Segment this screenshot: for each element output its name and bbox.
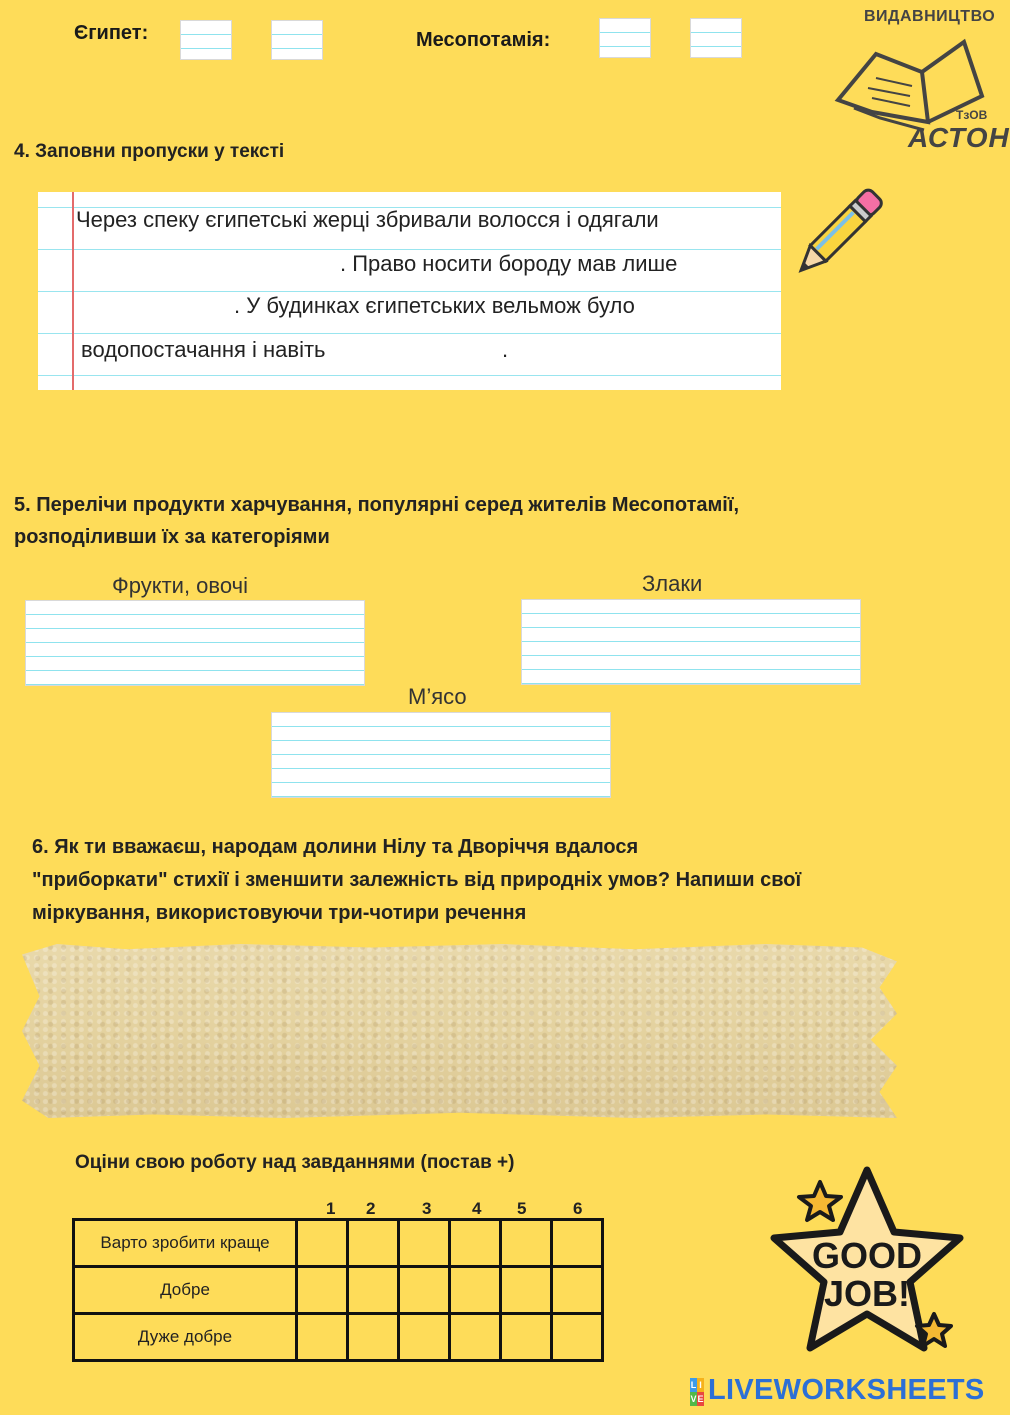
rating-row-label: Дуже добре	[74, 1314, 297, 1361]
task4-line4-end: .	[502, 337, 509, 362]
publisher-logo	[830, 4, 1010, 159]
rating-cell[interactable]	[552, 1267, 603, 1314]
rating-cell[interactable]	[297, 1267, 348, 1314]
task5-title-line1: 5. Перелічи продукти харчування, популярні серед жителів Месопотамії,	[14, 494, 740, 516]
rating-cell[interactable]	[348, 1267, 399, 1314]
logo-publisher-word: ВИДАВНИЦТВО	[864, 8, 996, 25]
egypt-drop-box-1[interactable]	[180, 20, 232, 60]
task4-line4-start: водопостачання і навіть	[81, 337, 326, 362]
category-fruits-label: Фрукти, овочі	[112, 573, 248, 598]
liveworksheets-brand[interactable]: LIVEWORKSHEETS	[708, 1374, 985, 1406]
table-row	[74, 1220, 603, 1267]
rating-cell[interactable]	[450, 1314, 501, 1361]
mini-letter-l: L	[690, 1380, 697, 1390]
task4-title: 4. Заповни пропуски у тексті	[14, 141, 285, 162]
task6-answer-area[interactable]	[22, 944, 897, 1118]
rating-cell[interactable]	[399, 1314, 450, 1361]
logo-company-type: ТзОВ	[956, 108, 988, 122]
egypt-drop-box-2[interactable]	[271, 20, 323, 60]
rating-cell[interactable]	[501, 1314, 552, 1361]
rating-cell[interactable]	[399, 1220, 450, 1267]
rating-number-5: 5	[517, 1199, 527, 1218]
rating-cell[interactable]	[552, 1314, 603, 1361]
task6-line2: "приборкати" стихії і зменшити залежність від природніх умов? Напиши свої	[32, 869, 802, 891]
mini-letter-i: I	[697, 1378, 704, 1392]
notebook-margin-line	[72, 192, 74, 390]
mesopotamia-drop-box-2[interactable]	[690, 18, 742, 58]
rating-number-2: 2	[366, 1199, 376, 1218]
egypt-label: Єгипет:	[74, 22, 149, 44]
task4-line1: Через спеку єгипетські жерці збривали волосся і одягали	[76, 207, 659, 232]
task4-line3: . У будинках єгипетських вельмож було	[234, 293, 635, 318]
pencil-icon	[780, 180, 890, 290]
badge-good-text: GOOD	[811, 1235, 923, 1276]
rating-number-1: 1	[326, 1199, 336, 1218]
liveworksheets-mini-logo	[690, 1378, 704, 1406]
logo-brand: АСТОН	[908, 122, 1010, 153]
mesopotamia-label: Месопотамія:	[416, 29, 551, 51]
badge-job-text: JOB!	[823, 1273, 911, 1314]
rating-cell[interactable]	[450, 1220, 501, 1267]
mini-letter-e: E	[697, 1394, 704, 1404]
task5-title-line2: розподіливши їх за категоріями	[14, 526, 330, 548]
task4-blank-1[interactable]	[80, 238, 335, 262]
rating-row-label: Варто зробити краще	[74, 1220, 297, 1267]
rating-cell[interactable]	[501, 1220, 552, 1267]
rating-number-3: 3	[422, 1199, 432, 1218]
rating-title: Оціни свою роботу над завданнями (постав +)	[75, 1152, 515, 1173]
task4-line2: . Право носити бороду мав лише	[340, 251, 678, 276]
rating-row-label: Добре	[74, 1267, 297, 1314]
grains-answer-box[interactable]	[521, 599, 861, 685]
rating-cell[interactable]	[552, 1220, 603, 1267]
mesopotamia-drop-box-1[interactable]	[599, 18, 651, 58]
good-job-star-badge	[752, 1158, 982, 1358]
category-meat-label: М’ясо	[408, 684, 467, 709]
rating-cell[interactable]	[501, 1267, 552, 1314]
category-grains-label: Злаки	[642, 571, 703, 596]
fruits-answer-box[interactable]	[25, 600, 365, 686]
rating-cell[interactable]	[348, 1220, 399, 1267]
rating-cell[interactable]	[399, 1267, 450, 1314]
mini-letter-v: V	[690, 1394, 697, 1404]
table-row	[74, 1267, 603, 1314]
rating-cell[interactable]	[348, 1314, 399, 1361]
table-row	[74, 1314, 603, 1361]
task4-blank-3[interactable]	[366, 326, 498, 350]
rating-table	[72, 1218, 604, 1362]
meat-answer-box[interactable]	[271, 712, 611, 798]
rating-number-4: 4	[472, 1199, 482, 1218]
rating-number-6: 6	[573, 1199, 583, 1218]
task6-line1: 6. Як ти вважаєш, народам долини Нілу та Дворіччя вдалося	[32, 836, 639, 858]
rating-cell[interactable]	[297, 1314, 348, 1361]
rating-cell[interactable]	[297, 1220, 348, 1267]
task4-blank-2[interactable]	[80, 282, 230, 306]
rating-cell[interactable]	[450, 1267, 501, 1314]
small-star-icon	[799, 1182, 841, 1220]
task6-line3: міркування, використовуючи три-чотири речення	[32, 902, 527, 924]
